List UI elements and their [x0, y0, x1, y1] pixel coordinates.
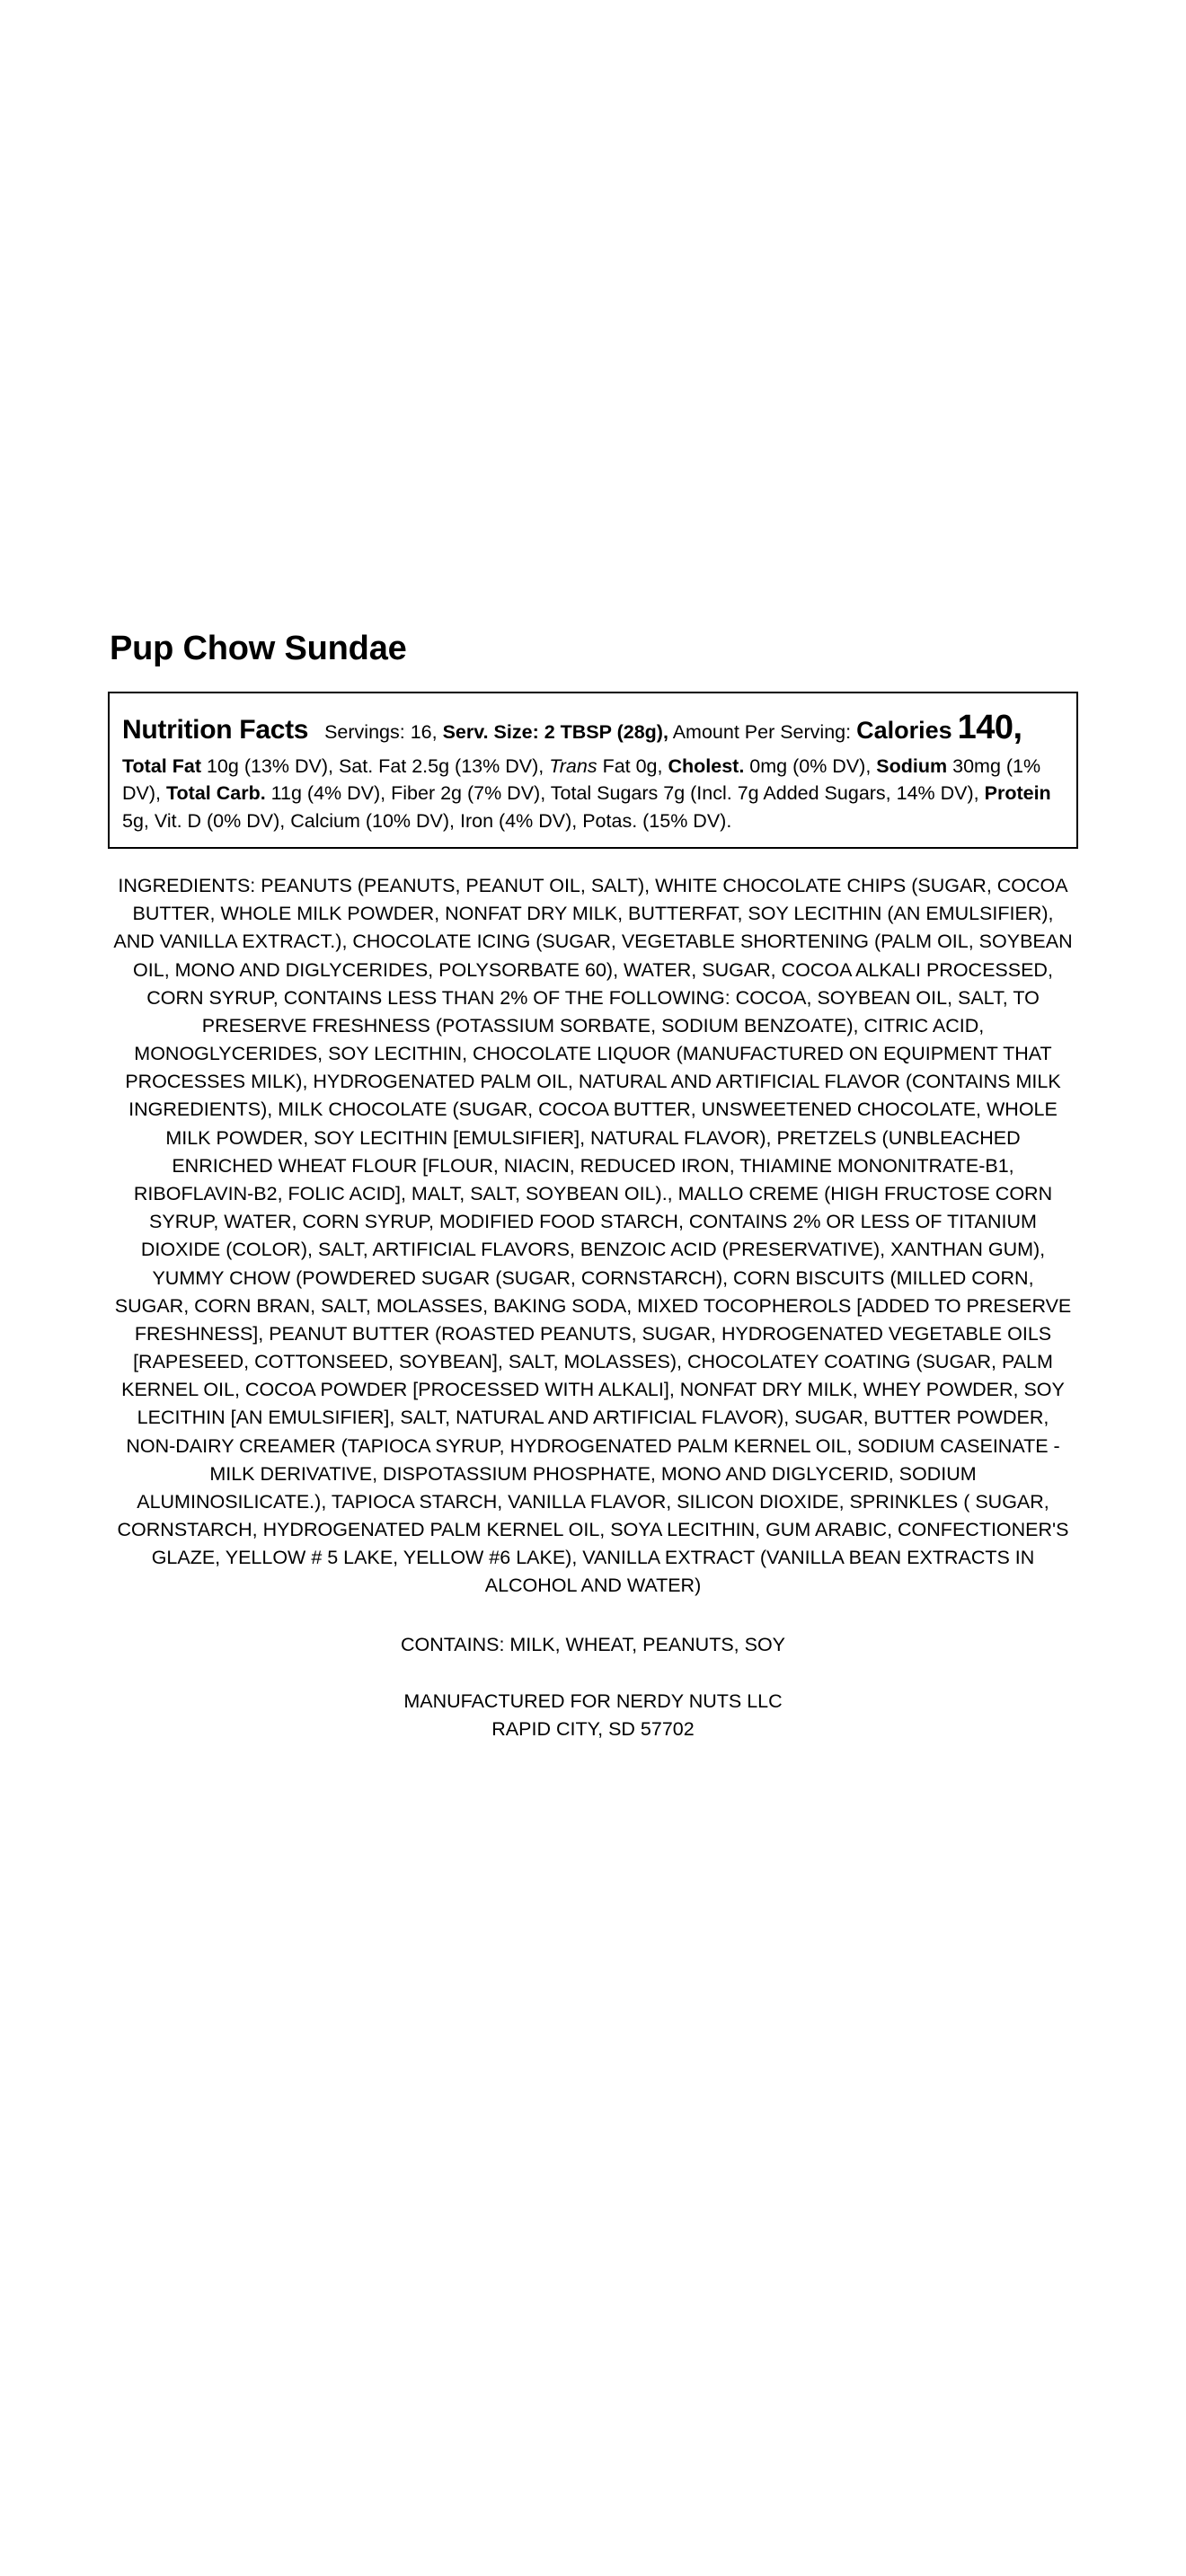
allergen-statement: CONTAINS: MILK, WHEAT, PEANUTS, SOY: [400, 1633, 786, 1655]
calories-value: 140,: [957, 708, 1022, 746]
calcium-value: Calcium (10% DV),: [290, 809, 456, 832]
manufacturer-line-1: MANUFACTURED FOR NERDY NUTS LLC: [403, 1689, 783, 1712]
sodium-label: Sodium: [876, 754, 948, 777]
ingredients-text: INGREDIENTS: PEANUTS (PEANUTS, PEANUT OIL, SALT), WHITE CHOCOLATE CHIPS (SUGAR, COCOA BUTTER, WHOLE MILK POWDER, NONFAT DRY MILK, BUTTERFAT, SOY LECITHIN (AN EMULSIFIER), AND VANILLA EXTRACT.), CHOCOLATE ICING (SUGAR, VEGETABLE SHORTENING (PALM OIL, SOYBEAN OIL, MONO AND DIGLYCERIDES, POLYSORBATE 60), WATER, SUGAR, COCOA ALKALI PROCESSED, CORN SYRUP, CONTAINS LESS THAN 2% OF THE FOLLOWING: COCOA, SOYBEAN OIL, SALT, TO PRESERVE FRESHNESS (POTASSIUM SORBATE, SODIUM BENZOATE), CITRIC ACID, MONOGLYCERIDES, SOY LECITHIN, CHOCOLATE LIQUOR (MANUFACTURED ON EQUIPMENT THAT PROCESSES MILK), HYDROGENATED PALM OIL, NATURAL AND ARTIFICIAL FLAVOR (CONTAINS MILK INGREDIENTS), MILK CHOCOLATE (SUGAR, COCOA BUTTER, UNSWEETENED CHOCOLATE, WHOLE MILK POWDER, SOY LECITHIN [EMULSIFIER], NATURAL FLAVOR), PRETZELS (UNBLEACHED ENRICHED WHEAT FLOUR [FLOUR, NIACIN, REDUCED IRON, THIAMINE MONONITRATE-B1, RIBOFLAVIN-B2, FOLIC ACID], MALT, SALT, SOYBEAN OIL)., MALLO CREME (HIGH FRUCTOSE CORN SYRUP, WATER, CORN SYRUP, MODIFIED FOOD STARCH, CONTAINS 2% OR LESS OF TITANIUM DIOXIDE (COLOR), SALT, ARTIFICIAL FLAVORS, BENZOIC ACID (PRESERVATIVE), XANTHAN GUM), YUMMY CHOW (POWDERED SUGAR (SUGAR, CORNSTARCH), CORN BISCUITS (MILLED CORN, SUGAR, CORN BRAN, SALT, MOLASSES, BAKING SODA, MIXED TOCOPHEROLS [ADDED TO PRESERVE FRESHNESS], PEANUT BUTTER (ROASTED PEANUTS, SUGAR, HYDROGENATED VEGETABLE OILS [RAPESEED, COTTONSEED, SOYBEAN], SALT, MOLASSES), CHOCOLATEY COATING (SUGAR, PALM KERNEL OIL, COCOA POWDER [PROCESSED WITH ALKALI], NONFAT DRY MILK, WHEY POWDER, SOY LECITHIN [AN EMULSIFIER], SALT, NATURAL AND ARTIFICIAL FLAVOR), SUGAR, BUTTER POWDER, NON-DAIRY CREAMER (TAPIOCA SYRUP, HYDROGENATED PALM KERNEL OIL, SODIUM CASEINATE - MILK DERIVATIVE, DISPOTASSIUM PHOSPHATE, MONO AND DIGLYCERID, SODIUM ALUMINOSILICATE.), TAPIOCA STARCH, VANILLA FLAVOR, SILICON DIOXIDE, SPRINKLES ( SUGAR, CORNSTARCH, HYDROGENATED PALM KERNEL OIL, SOYA LECITHIN, GUM ARABIC, CONFECTIONER'S GLAZE, YELLOW # 5 LAKE, YELLOW #6 LAKE), VANILLA EXTRACT (VANILLA BEAN EXTRACTS IN ALCOHOL AND WATER): [113, 875, 1073, 1597]
amount-per-serving-label: Amount Per Serving:: [672, 720, 852, 743]
total-sugars-value: Total Sugars 7g (Incl. 7g Added Sugars, 14% DV),: [550, 782, 979, 805]
manufacturer-block: [108, 1688, 1078, 1743]
total-carb-label: Total Carb.: [165, 782, 266, 805]
servings-value: 16,: [410, 720, 438, 743]
page-title: Pup Chow Sundae: [110, 630, 407, 667]
calories-label: Calories: [856, 716, 952, 744]
nutrition-facts-panel: [108, 692, 1078, 850]
potassium-value: Potas. (15% DV).: [582, 809, 732, 832]
total-fat-label: Total Fat: [122, 754, 201, 777]
nutrition-facts-text: [122, 704, 1064, 835]
serving-size-value: 2 TBSP (28g),: [544, 720, 668, 743]
saturated-fat: Sat. Fat 2.5g (13% DV),: [338, 754, 544, 777]
nutrition-facts-heading: Nutrition Facts: [122, 714, 309, 745]
iron-value: Iron (4% DV),: [460, 809, 578, 832]
total-carb-value: 11g (4% DV),: [270, 782, 386, 805]
sodium-value: 30mg (1% DV),: [122, 754, 1041, 805]
total-fat-value: 10g (13% DV),: [206, 754, 333, 777]
fiber-value: Fiber 2g (7% DV),: [391, 782, 546, 805]
protein-label: Protein: [984, 782, 1051, 805]
cholesterol-value: 0mg (0% DV),: [749, 754, 872, 777]
vitamin-d-value: Vit. D (0% DV),: [154, 809, 286, 832]
serving-size-label: Serv. Size:: [442, 720, 539, 743]
protein-value: 5g,: [122, 809, 149, 832]
trans-fat-value: Fat 0g,: [602, 754, 663, 777]
label-content: [108, 629, 1078, 1743]
cholesterol-label: Cholest.: [668, 754, 745, 777]
trans-fat-label: Trans: [549, 754, 597, 777]
manufacturer-line-2: RAPID CITY, SD 57702: [491, 1717, 695, 1740]
servings-label: Servings:: [324, 720, 405, 743]
